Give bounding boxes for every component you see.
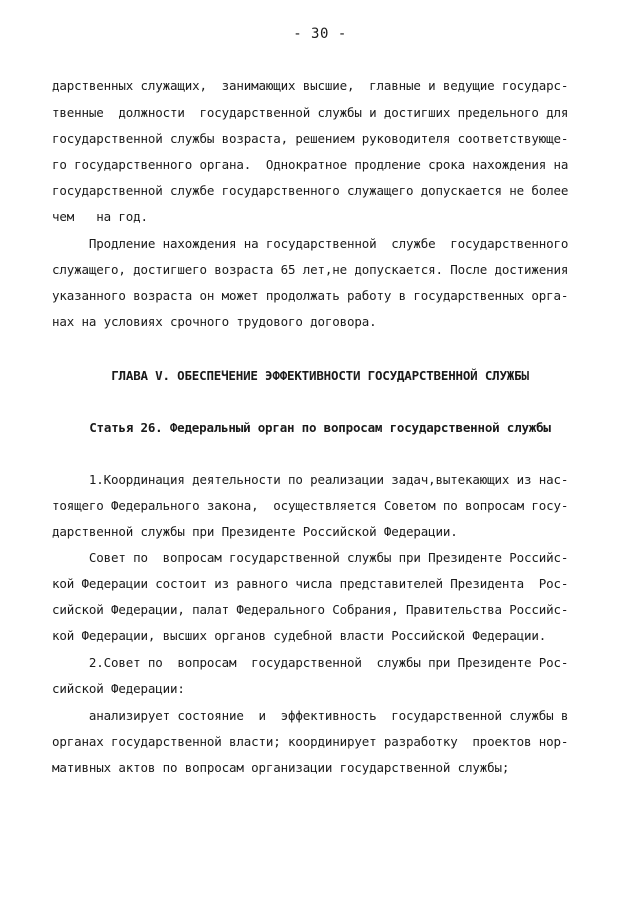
- text-line: дарственной службы при Президенте Российской Федерации.: [52, 524, 458, 539]
- text-line: твенные должности государственной службы и достигших предельного для: [52, 105, 569, 120]
- text-line: дарственных служащих, занимающих высшие, главные и ведущие государс-: [52, 78, 569, 93]
- text-line: мативных актов по вопросам организации государственной службы;: [52, 760, 510, 775]
- article-heading: Статья 26. Федеральный орган по вопросам государственной службы: [89, 420, 551, 435]
- text-line: сийской Федерации, палат Федерального Собрания, Правительства Российс-: [52, 602, 569, 617]
- text-line: служащего, достигшего возраста 65 лет,не допускается. После достижения: [52, 262, 569, 277]
- text-line: государственной службе государственного служащего допускается не более: [52, 183, 569, 198]
- text-line: чем на год.: [52, 209, 148, 224]
- text-line: органах государственной власти; координирует разработку проектов нор-: [52, 734, 569, 749]
- text-line: 1.Координация деятельности по реализации задач,вытекающих из нас-: [52, 472, 569, 487]
- text-line: указанного возраста он может продолжать работу в государственных орга-: [52, 288, 569, 303]
- text-line: Совет по вопросам государственной службы при Президенте Российс-: [52, 550, 569, 565]
- text-line: анализирует состояние и эффективность государственной службы в: [52, 708, 569, 723]
- text-line: Продление нахождения на государственной службе государственного: [52, 236, 569, 251]
- text-line: сийской Федерации:: [52, 681, 185, 696]
- text-line: кой Федерации, высших органов судебной власти Российской Федерации.: [52, 628, 547, 643]
- text-line: кой Федерации состоит из равного числа представителей Президента Рос-: [52, 576, 569, 591]
- chapter-heading: ГЛАВА V. ОБЕСПЕЧЕНИЕ ЭФФЕКТИВНОСТИ ГОСУДАРСТВЕННОЙ СЛУЖБЫ: [111, 368, 529, 383]
- text-line: го государственного органа. Однократное продление срока нахождения на: [52, 157, 569, 172]
- text-line: государственной службы возраста, решением руководителя соответствующе-: [52, 131, 569, 146]
- page-number: - 30 -: [293, 26, 347, 42]
- text-line: нах на условиях срочного трудового договора.: [52, 314, 377, 329]
- text-line: 2.Совет по вопросам государственной службы при Президенте Рос-: [52, 655, 569, 670]
- text-line: тоящего Федерального закона, осуществляется Советом по вопросам госу-: [52, 498, 569, 513]
